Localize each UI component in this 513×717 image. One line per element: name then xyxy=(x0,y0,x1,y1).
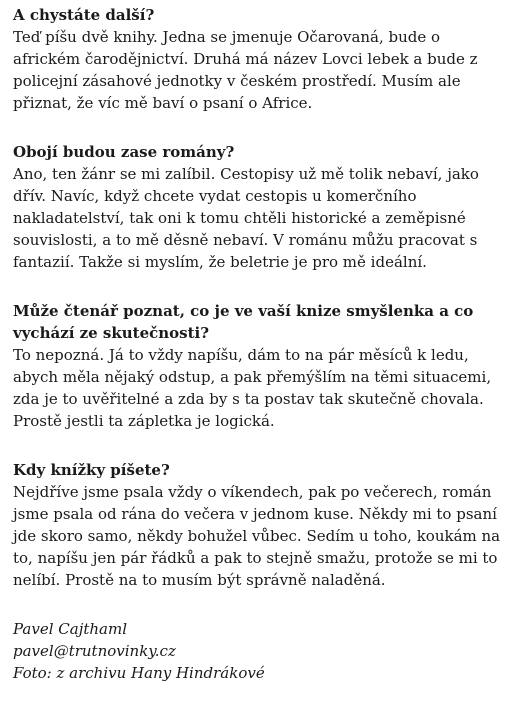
qa-block-1 xyxy=(13,4,503,114)
answer-paragraph: To nepozná. Já to vždy napíšu, dám to na pár měsíců k ledu, abych měla nějaký odstup, a pak přemýšlím na těmi situacemi, zda je to uvěřitelné a zda by s ta postav tak skutečně chovala. Prostě jestli ta zápletka je logická. xyxy=(13,346,492,430)
answer-paragraph: Nejdříve jsme psala vždy o víkendech, pak po večerech, román jsme psala od rána do večera v jednom kuse. Někdy mi to psaní jde skoro samo, někdy bohužel vůbec. Sedím u toho, koukám na to, napíšu jen pár řádků a pak to stejně smažu, protože se mi to nelíbí. Prostě na to musím být správně naladěná. xyxy=(13,483,501,589)
question-heading: Může čtenář poznat, co je ve vaší knize smyšlenka a co vychází ze skutečnosti? xyxy=(13,302,474,342)
question-heading: Obojí budou zase romány? xyxy=(13,143,235,161)
qa-block-4 xyxy=(13,459,503,591)
qa-block-2 xyxy=(13,141,503,273)
qa-block-3 xyxy=(13,300,503,432)
author-email: pavel@trutnovinky.cz xyxy=(13,642,176,660)
photo-credit: Foto: z archivu Hany Hindrákové xyxy=(13,664,265,682)
answer-paragraph: Teď píšu dvě knihy. Jedna se jmenuje Očarovaná, bude o africkém čarodějnictví. Druhá má název Lovci lebek a bude z policejní zásahové jednotky v českém prostředí. Musím ale přiznat, že víc mě baví o psaní o Africe. xyxy=(13,28,478,112)
author-name: Pavel Cajthaml xyxy=(13,620,128,638)
article-signature xyxy=(13,618,503,684)
question-heading: A chystáte další? xyxy=(13,6,155,24)
question-heading: Kdy knížky píšete? xyxy=(13,461,170,479)
answer-paragraph: Ano, ten žánr se mi zalíbil. Cestopisy už mě tolik nebaví, jako dřív. Navíc, když chcete vydat cestopis u komerčního nakladatelství, tak oni k tomu chtěli historické a zeměpisné souvislosti, a to mě děsně nebaví. V románu můžu pracovat s fantazií. Takže si myslím, že beletrie je pro mě ideální. xyxy=(13,165,479,271)
